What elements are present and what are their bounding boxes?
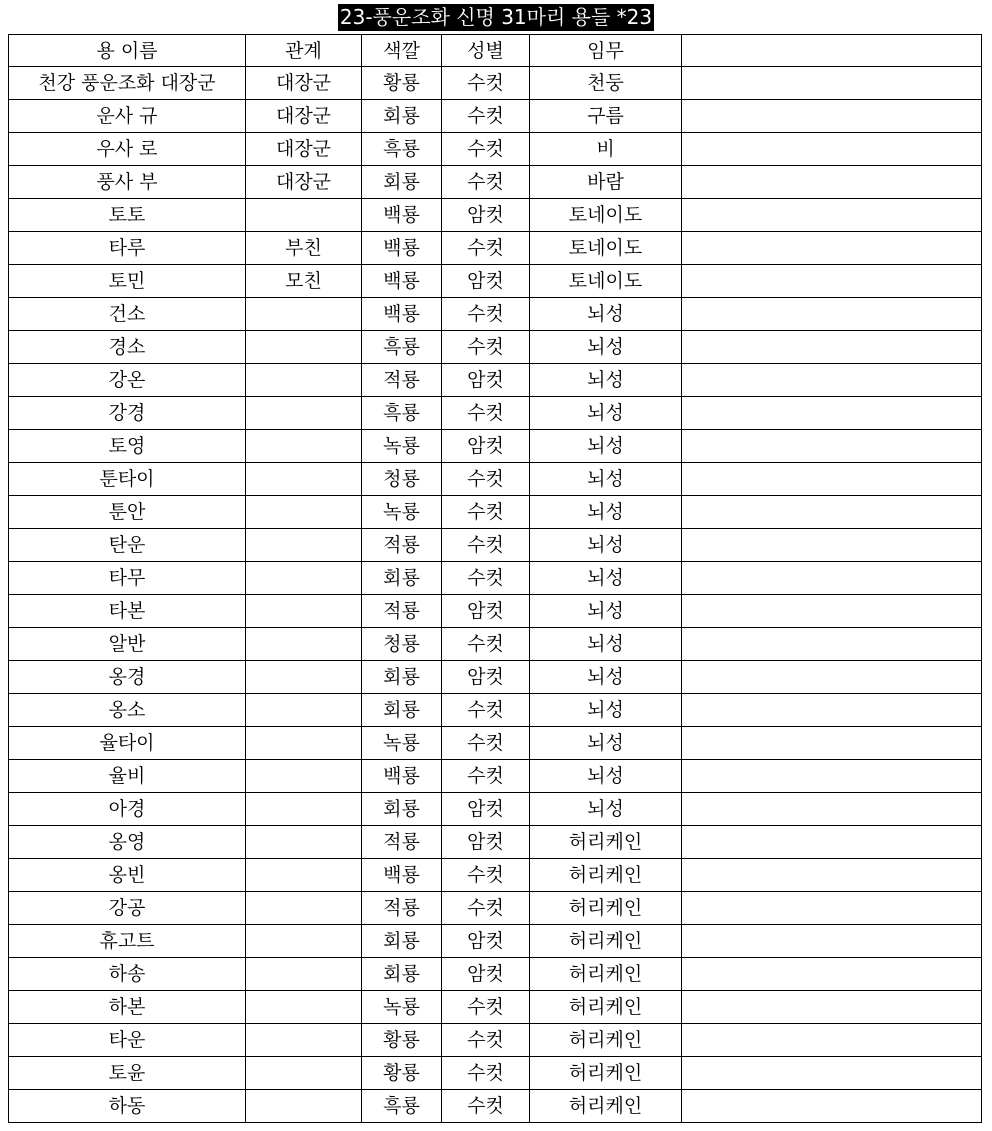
cell-relation: [246, 529, 362, 562]
table-row: [9, 67, 982, 100]
cell-sex: 암컷: [442, 958, 530, 991]
cell-color: 백룡: [362, 232, 442, 265]
cell-sex: 수컷: [442, 859, 530, 892]
cell-duty: 뇌성: [530, 562, 682, 595]
cell-name: 타무: [9, 562, 246, 595]
cell-sex: 수컷: [442, 529, 530, 562]
cell-color: 황룡: [362, 1057, 442, 1090]
table-row: [9, 991, 982, 1024]
cell-sex: 암컷: [442, 265, 530, 298]
cell-color: 적룡: [362, 595, 442, 628]
table-row: [9, 562, 982, 595]
table-row: [9, 232, 982, 265]
cell-duty: 뇌성: [530, 430, 682, 463]
cell-sex: 수컷: [442, 496, 530, 529]
document-title: 23-풍운조화 신명 31마리 용들 *23: [339, 5, 653, 29]
table-row: [9, 595, 982, 628]
cell-extra: [682, 727, 982, 760]
cell-color: 백룡: [362, 298, 442, 331]
table-row: [9, 694, 982, 727]
cell-name: 강온: [9, 364, 246, 397]
table-row: [9, 430, 982, 463]
cell-extra: [682, 694, 982, 727]
cell-name: 타운: [9, 1024, 246, 1057]
cell-extra: [682, 100, 982, 133]
cell-extra: [682, 463, 982, 496]
cell-duty: 토네이도: [530, 265, 682, 298]
cell-color: 회룡: [362, 925, 442, 958]
cell-color: 백룡: [362, 199, 442, 232]
cell-relation: [246, 958, 362, 991]
cell-sex: 수컷: [442, 562, 530, 595]
cell-relation: [246, 496, 362, 529]
header-cell-sex: 성별: [442, 35, 530, 67]
table-row: [9, 793, 982, 826]
cell-color: 회룡: [362, 100, 442, 133]
table-row: [9, 133, 982, 166]
cell-sex: 수컷: [442, 760, 530, 793]
cell-extra: [682, 397, 982, 430]
cell-relation: [246, 397, 362, 430]
cell-name: 탄운: [9, 529, 246, 562]
cell-relation: [246, 331, 362, 364]
cell-relation: [246, 991, 362, 1024]
cell-relation: [246, 463, 362, 496]
cell-relation: 부친: [246, 232, 362, 265]
table-row: [9, 496, 982, 529]
cell-extra: [682, 529, 982, 562]
cell-relation: [246, 1057, 362, 1090]
cell-name: 옹빈: [9, 859, 246, 892]
cell-extra: [682, 298, 982, 331]
cell-color: 백룡: [362, 265, 442, 298]
cell-color: 적룡: [362, 529, 442, 562]
cell-extra: [682, 925, 982, 958]
table-row: [9, 727, 982, 760]
cell-extra: [682, 859, 982, 892]
table-header-row: [9, 35, 982, 67]
table-row: [9, 397, 982, 430]
cell-color: 회룡: [362, 793, 442, 826]
cell-color: 적룡: [362, 892, 442, 925]
cell-duty: 허리케인: [530, 1090, 682, 1123]
cell-color: 흑룡: [362, 133, 442, 166]
cell-relation: 대장군: [246, 67, 362, 100]
cell-duty: 뇌성: [530, 661, 682, 694]
table-row: [9, 760, 982, 793]
cell-name: 우사 로: [9, 133, 246, 166]
cell-sex: 수컷: [442, 1090, 530, 1123]
cell-extra: [682, 1024, 982, 1057]
cell-name: 옹영: [9, 826, 246, 859]
cell-extra: [682, 265, 982, 298]
table-row: [9, 1024, 982, 1057]
cell-color: 흑룡: [362, 331, 442, 364]
header-cell-duty: 임무: [530, 35, 682, 67]
cell-sex: 암컷: [442, 826, 530, 859]
cell-name: 경소: [9, 331, 246, 364]
table-row: [9, 892, 982, 925]
cell-extra: [682, 1057, 982, 1090]
cell-extra: [682, 199, 982, 232]
cell-sex: 암컷: [442, 661, 530, 694]
cell-name: 하송: [9, 958, 246, 991]
cell-relation: [246, 760, 362, 793]
cell-color: 흑룡: [362, 1090, 442, 1123]
cell-duty: 뇌성: [530, 463, 682, 496]
cell-name: 툰안: [9, 496, 246, 529]
table-row: [9, 331, 982, 364]
cell-extra: [682, 364, 982, 397]
cell-name: 토민: [9, 265, 246, 298]
cell-name: 휴고트: [9, 925, 246, 958]
cell-name: 율비: [9, 760, 246, 793]
cell-duty: 뇌성: [530, 793, 682, 826]
cell-extra: [682, 628, 982, 661]
cell-color: 백룡: [362, 760, 442, 793]
cell-name: 옹소: [9, 694, 246, 727]
header-cell-extra: [682, 35, 982, 67]
cell-name: 율타이: [9, 727, 246, 760]
cell-extra: [682, 991, 982, 1024]
cell-sex: 수컷: [442, 298, 530, 331]
cell-relation: [246, 364, 362, 397]
cell-sex: 수컷: [442, 463, 530, 496]
cell-name: 타본: [9, 595, 246, 628]
cell-duty: 뇌성: [530, 595, 682, 628]
cell-relation: [246, 595, 362, 628]
cell-extra: [682, 661, 982, 694]
cell-extra: [682, 760, 982, 793]
cell-extra: [682, 958, 982, 991]
cell-name: 하동: [9, 1090, 246, 1123]
table-row: [9, 826, 982, 859]
cell-name: 타루: [9, 232, 246, 265]
cell-sex: 수컷: [442, 67, 530, 100]
cell-duty: 토네이도: [530, 199, 682, 232]
table-row: [9, 1057, 982, 1090]
table-row: [9, 1090, 982, 1123]
cell-color: 회룡: [362, 694, 442, 727]
cell-relation: 대장군: [246, 133, 362, 166]
cell-duty: 뇌성: [530, 628, 682, 661]
table-row: [9, 199, 982, 232]
cell-extra: [682, 892, 982, 925]
cell-duty: 허리케인: [530, 958, 682, 991]
cell-extra: [682, 430, 982, 463]
cell-color: 회룡: [362, 166, 442, 199]
cell-relation: [246, 1090, 362, 1123]
cell-duty: 허리케인: [530, 859, 682, 892]
cell-color: 녹룡: [362, 991, 442, 1024]
table-row: [9, 859, 982, 892]
cell-name: 알반: [9, 628, 246, 661]
cell-duty: 천둥: [530, 67, 682, 100]
table-row: [9, 958, 982, 991]
cell-relation: 대장군: [246, 166, 362, 199]
cell-color: 녹룡: [362, 430, 442, 463]
cell-color: 회룡: [362, 661, 442, 694]
cell-color: 녹룡: [362, 727, 442, 760]
cell-color: 적룡: [362, 826, 442, 859]
cell-extra: [682, 232, 982, 265]
cell-name: 강공: [9, 892, 246, 925]
cell-relation: [246, 199, 362, 232]
cell-relation: [246, 826, 362, 859]
cell-relation: [246, 298, 362, 331]
cell-sex: 암컷: [442, 364, 530, 397]
cell-duty: 비: [530, 133, 682, 166]
cell-relation: [246, 1024, 362, 1057]
cell-sex: 수컷: [442, 1057, 530, 1090]
cell-sex: 수컷: [442, 397, 530, 430]
cell-relation: [246, 727, 362, 760]
cell-name: 하본: [9, 991, 246, 1024]
table-row: [9, 166, 982, 199]
cell-name: 토윤: [9, 1057, 246, 1090]
cell-color: 녹룡: [362, 496, 442, 529]
cell-relation: 모친: [246, 265, 362, 298]
table-row: [9, 463, 982, 496]
cell-relation: [246, 793, 362, 826]
cell-color: 회룡: [362, 958, 442, 991]
cell-extra: [682, 166, 982, 199]
cell-sex: 수컷: [442, 100, 530, 133]
cell-extra: [682, 826, 982, 859]
cell-name: 옹경: [9, 661, 246, 694]
cell-sex: 수컷: [442, 694, 530, 727]
header-cell-relation: 관계: [246, 35, 362, 67]
cell-duty: 뇌성: [530, 760, 682, 793]
cell-extra: [682, 595, 982, 628]
cell-extra: [682, 793, 982, 826]
cell-color: 백룡: [362, 859, 442, 892]
cell-color: 황룡: [362, 67, 442, 100]
cell-sex: 수컷: [442, 727, 530, 760]
cell-sex: 수컷: [442, 133, 530, 166]
cell-name: 툰타이: [9, 463, 246, 496]
cell-color: 청룡: [362, 628, 442, 661]
cell-duty: 뇌성: [530, 529, 682, 562]
cell-duty: 구름: [530, 100, 682, 133]
cell-relation: [246, 628, 362, 661]
cell-duty: 뇌성: [530, 496, 682, 529]
cell-duty: 허리케인: [530, 826, 682, 859]
cell-duty: 허리케인: [530, 991, 682, 1024]
cell-sex: 암컷: [442, 793, 530, 826]
cell-sex: 수컷: [442, 331, 530, 364]
cell-name: 건소: [9, 298, 246, 331]
cell-duty: 토네이도: [530, 232, 682, 265]
cell-extra: [682, 133, 982, 166]
cell-name: 천강 풍운조화 대장군: [9, 67, 246, 100]
cell-relation: [246, 430, 362, 463]
cell-relation: [246, 661, 362, 694]
cell-relation: [246, 562, 362, 595]
dragon-table: [8, 34, 982, 1123]
cell-relation: [246, 892, 362, 925]
cell-sex: 수컷: [442, 628, 530, 661]
cell-sex: 수컷: [442, 166, 530, 199]
cell-duty: 허리케인: [530, 1057, 682, 1090]
cell-sex: 암컷: [442, 199, 530, 232]
cell-name: 토영: [9, 430, 246, 463]
header-cell-name: 용 이름: [9, 35, 246, 67]
cell-name: 풍사 부: [9, 166, 246, 199]
cell-extra: [682, 331, 982, 364]
table-row: [9, 364, 982, 397]
table-row: [9, 265, 982, 298]
cell-color: 흑룡: [362, 397, 442, 430]
cell-sex: 암컷: [442, 595, 530, 628]
cell-relation: 대장군: [246, 100, 362, 133]
cell-duty: 허리케인: [530, 925, 682, 958]
cell-sex: 수컷: [442, 991, 530, 1024]
cell-duty: 허리케인: [530, 1024, 682, 1057]
cell-extra: [682, 496, 982, 529]
table-body: [9, 35, 982, 1123]
cell-relation: [246, 859, 362, 892]
cell-sex: 수컷: [442, 1024, 530, 1057]
header-cell-color: 색깔: [362, 35, 442, 67]
cell-duty: 뇌성: [530, 298, 682, 331]
cell-color: 청룡: [362, 463, 442, 496]
cell-duty: 뇌성: [530, 397, 682, 430]
cell-name: 강경: [9, 397, 246, 430]
cell-duty: 뇌성: [530, 331, 682, 364]
cell-sex: 수컷: [442, 232, 530, 265]
cell-sex: 암컷: [442, 430, 530, 463]
title-bar: [0, 4, 992, 32]
cell-relation: [246, 925, 362, 958]
cell-duty: 뇌성: [530, 694, 682, 727]
cell-duty: 뇌성: [530, 364, 682, 397]
cell-sex: 수컷: [442, 892, 530, 925]
cell-duty: 허리케인: [530, 892, 682, 925]
table-row: [9, 661, 982, 694]
table-row: [9, 298, 982, 331]
cell-sex: 암컷: [442, 925, 530, 958]
table-row: [9, 100, 982, 133]
cell-name: 아경: [9, 793, 246, 826]
cell-extra: [682, 1090, 982, 1123]
table-row: [9, 628, 982, 661]
cell-color: 황룡: [362, 1024, 442, 1057]
table-row: [9, 925, 982, 958]
cell-relation: [246, 694, 362, 727]
cell-duty: 뇌성: [530, 727, 682, 760]
cell-extra: [682, 67, 982, 100]
cell-extra: [682, 562, 982, 595]
cell-name: 토토: [9, 199, 246, 232]
table-row: [9, 529, 982, 562]
cell-name: 운사 규: [9, 100, 246, 133]
cell-color: 회룡: [362, 562, 442, 595]
cell-duty: 바람: [530, 166, 682, 199]
cell-color: 적룡: [362, 364, 442, 397]
